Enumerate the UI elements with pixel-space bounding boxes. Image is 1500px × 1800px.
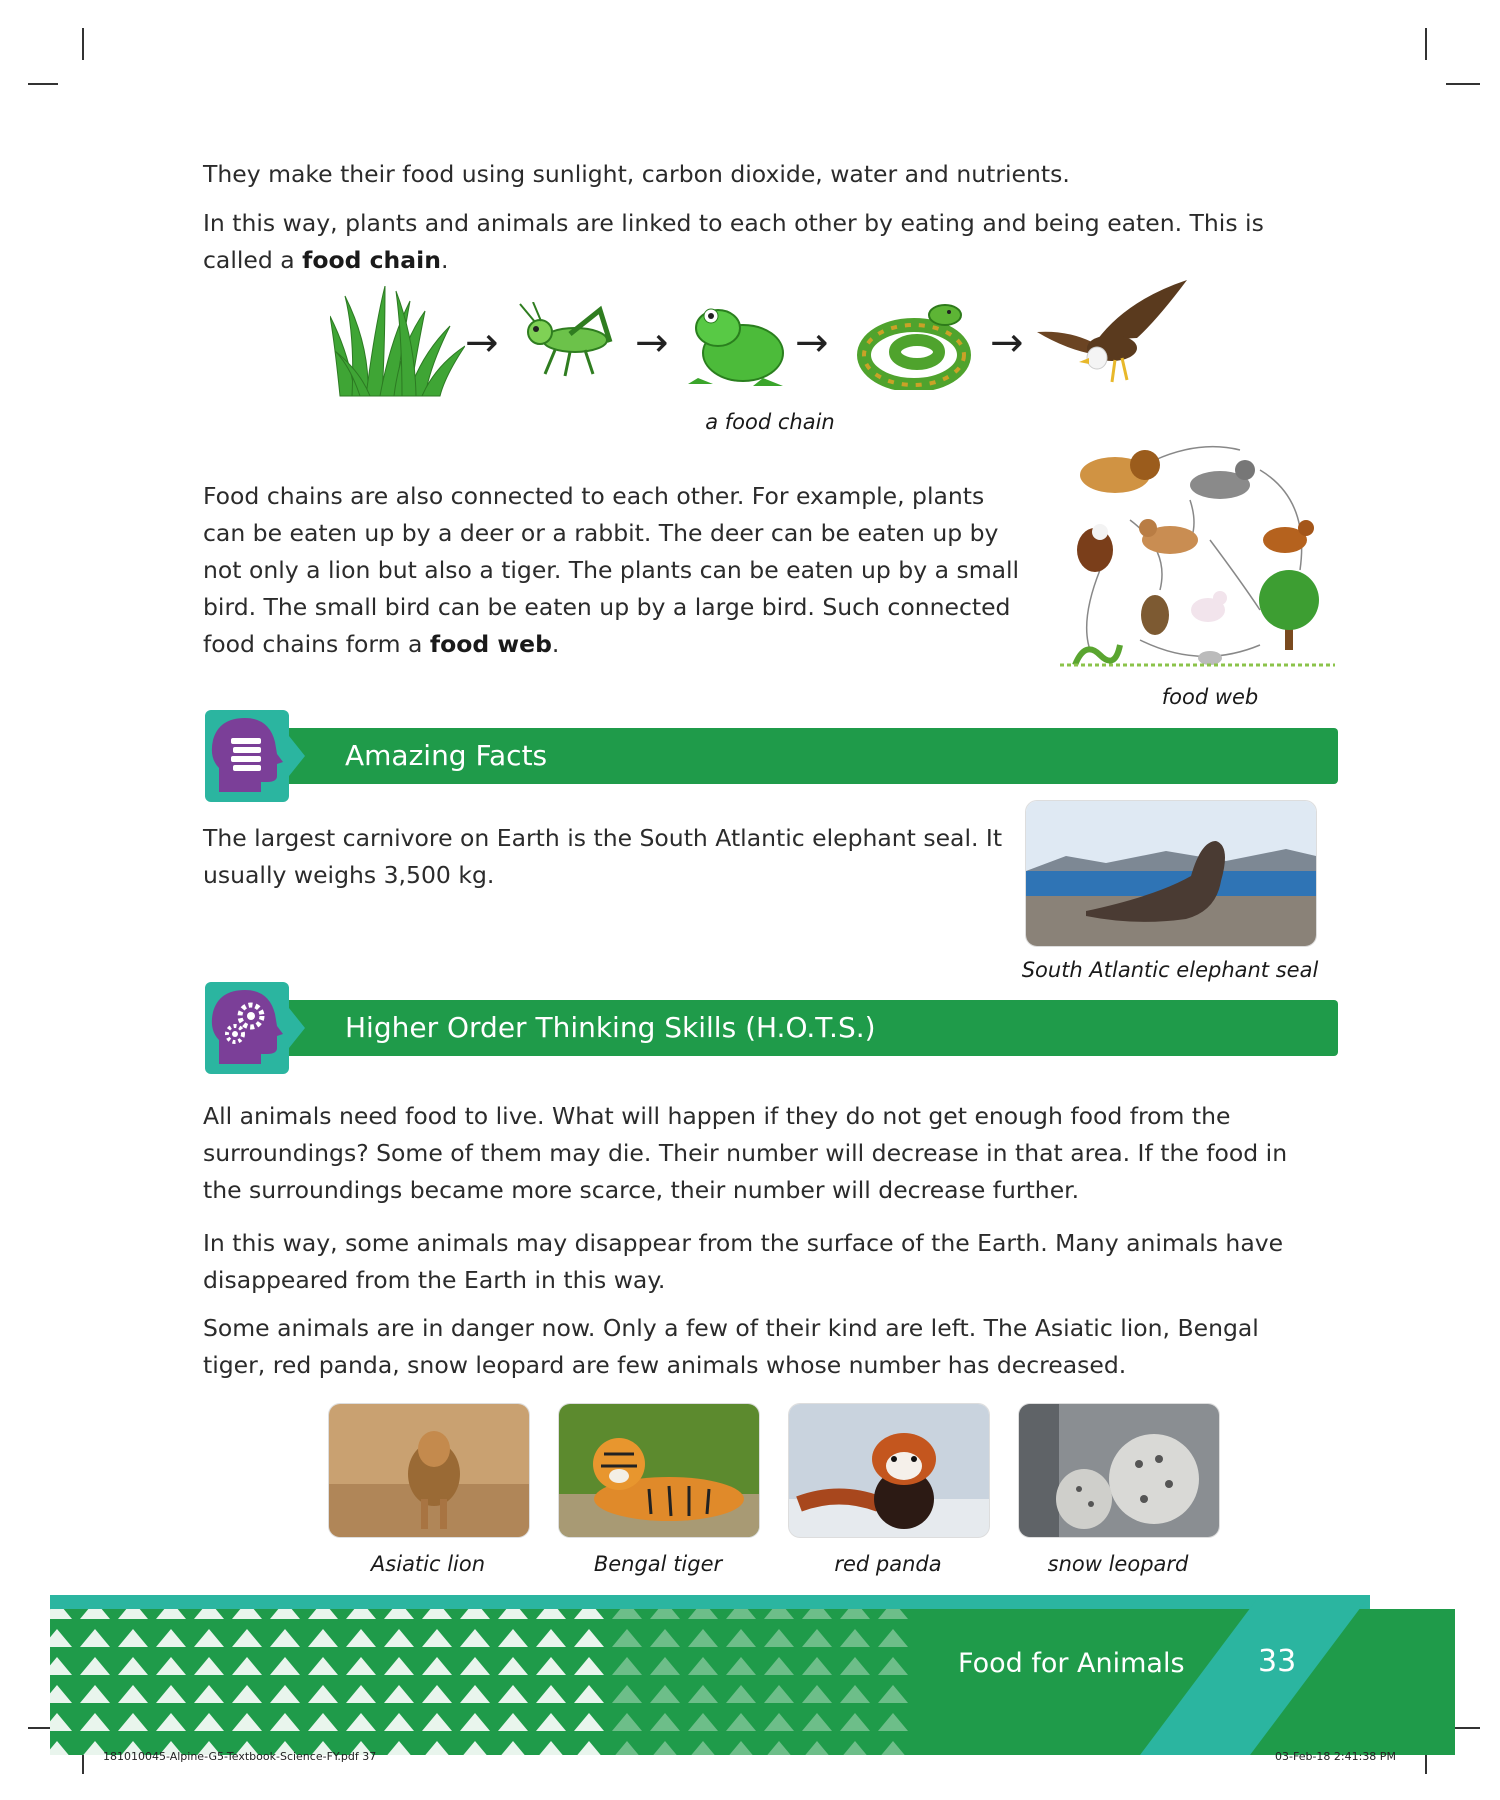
grass-icon bbox=[330, 286, 465, 398]
food-web-caption: food web bbox=[1161, 685, 1259, 709]
print-file-label: 181010045-Alpine-G5-Textbook-Science-FY.pdf 37 bbox=[103, 1750, 377, 1763]
wolf-icon bbox=[1190, 460, 1255, 499]
text: . bbox=[551, 630, 560, 658]
snake-icon bbox=[1075, 645, 1120, 665]
chapter-title: Food for Animals bbox=[958, 1648, 1185, 1679]
arrow-icon: → bbox=[795, 320, 829, 366]
lion-icon bbox=[1080, 450, 1160, 493]
text: In this way, plants and animals are linked to each other by eating and being eaten. This is called a bbox=[203, 209, 1264, 274]
bengal-tiger-caption: Bengal tiger bbox=[593, 1552, 723, 1576]
arrow-icon: → bbox=[990, 320, 1024, 366]
elephant-seal-caption: South Atlantic elephant seal bbox=[1021, 958, 1319, 982]
hots-paragraph-1: All animals need food to live. What will happen if they do not get enough food from the surroundings? Some of them may die. Their number will decrease in that area. If the food in the surroundings became more scarce, their number will decrease further. bbox=[203, 1102, 1288, 1204]
owl-icon bbox=[1141, 595, 1169, 635]
text: Food chains are also connected to each other. For example, plants can be eaten up by a deer or a rabbit. The deer can be eaten up by not only a lion but also a tiger. The plants can be eaten up by a small bird. The small bird can be eaten up by a large bird. Such connected food chains form a bbox=[203, 482, 1020, 658]
food-web-illustration bbox=[1060, 440, 1335, 680]
banner-tab bbox=[205, 982, 289, 1074]
food-chain-illustration bbox=[325, 280, 1225, 400]
asiatic-lion-caption: Asiatic lion bbox=[370, 1552, 486, 1576]
elephant-seal-photo bbox=[1025, 800, 1317, 947]
amazing-facts-title: Amazing Facts bbox=[345, 739, 548, 772]
hots-banner bbox=[205, 982, 1338, 1068]
hots-title: Higher Order Thinking Skills (H.O.T.S.) bbox=[345, 1011, 876, 1044]
hots-paragraph-3: Some animals are in danger now. Only a few of their kind are left. The Asiatic lion, Bengal tiger, red panda, snow leopard are few animals whose number has decreased. bbox=[203, 1314, 1259, 1379]
food-chain-term: food chain bbox=[302, 246, 441, 274]
crop-mark bbox=[1446, 83, 1480, 85]
print-timestamp: 03-Feb-18 2:41:38 PM bbox=[1275, 1750, 1396, 1763]
banner-arrow bbox=[289, 1008, 305, 1048]
mouse-icon bbox=[1198, 651, 1222, 665]
cat-icon bbox=[1139, 519, 1198, 554]
snow-leopard-photo bbox=[1018, 1403, 1220, 1538]
asiatic-lion-photo bbox=[328, 1403, 530, 1538]
frog-icon bbox=[683, 298, 793, 388]
head-gears-icon bbox=[205, 982, 289, 1074]
food-web-paragraph bbox=[203, 478, 1033, 663]
bird-icon bbox=[1077, 524, 1113, 572]
eagle-icon bbox=[1037, 280, 1197, 390]
crop-mark bbox=[28, 83, 58, 85]
crop-mark bbox=[82, 28, 84, 60]
banner-tab bbox=[205, 710, 289, 802]
arrow-icon: → bbox=[635, 320, 669, 366]
page-number: 33 bbox=[1258, 1644, 1297, 1679]
snake-icon bbox=[857, 300, 972, 390]
food-web-term: food web bbox=[429, 630, 552, 658]
rabbit-icon bbox=[1191, 591, 1227, 622]
crop-mark bbox=[1425, 28, 1427, 60]
hots-paragraph-2: In this way, some animals may disappear from the surface of the Earth. Many animals have disappeared from the Earth in this way. bbox=[203, 1229, 1284, 1294]
food-chain-paragraph bbox=[203, 205, 1313, 279]
amazing-facts-banner bbox=[205, 710, 1338, 796]
arrow-icon: → bbox=[465, 320, 499, 366]
intro-line: They make their food using sunlight, carbon dioxide, water and nutrients. bbox=[203, 160, 1070, 188]
red-panda-caption: red panda bbox=[834, 1552, 942, 1576]
snow-leopard-caption: snow leopard bbox=[1047, 1552, 1189, 1576]
food-chain-caption: a food chain bbox=[705, 410, 835, 434]
bengal-tiger-photo bbox=[558, 1403, 760, 1538]
grasshopper-icon bbox=[515, 302, 625, 382]
amazing-facts-text: The largest carnivore on Earth is the South Atlantic elephant seal. It usually weighs 3,500 kg. bbox=[203, 824, 1003, 889]
banner-arrow bbox=[289, 736, 305, 776]
head-books-icon bbox=[205, 710, 289, 802]
tree-icon bbox=[1259, 570, 1319, 650]
text: . bbox=[440, 246, 449, 274]
goat-icon bbox=[1263, 520, 1314, 553]
red-panda-photo bbox=[788, 1403, 990, 1538]
